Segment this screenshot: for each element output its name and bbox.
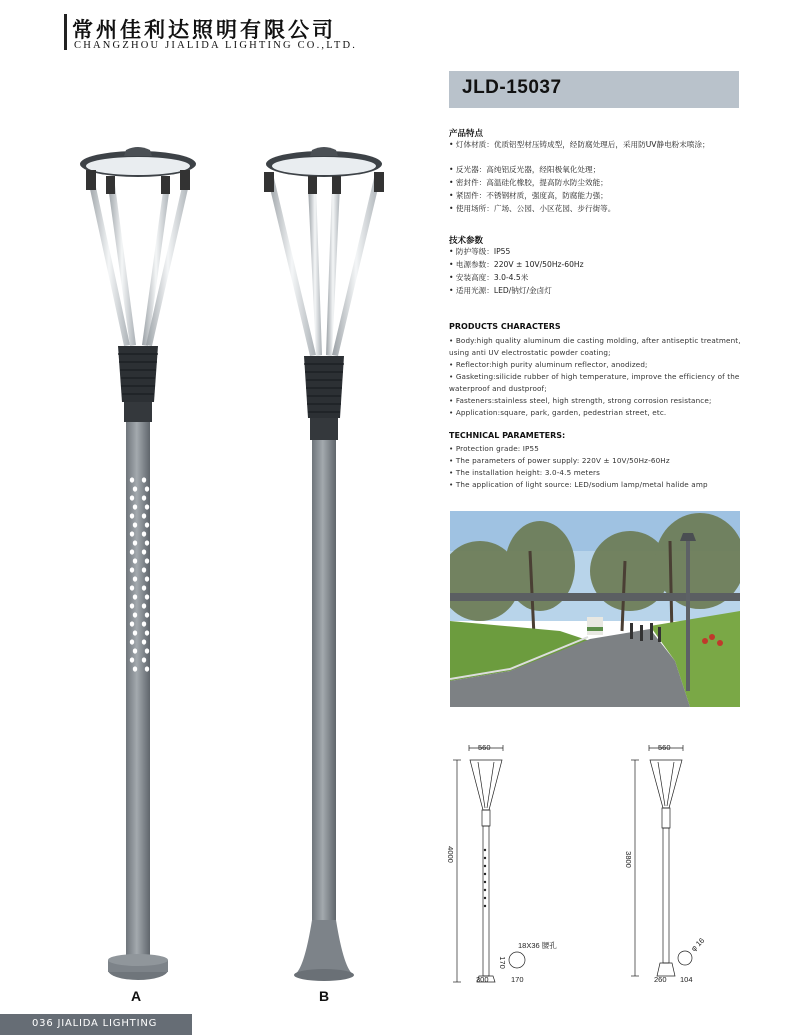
dim-a-170-h: 170: [511, 975, 524, 984]
dim-a-base: 300: [476, 975, 489, 984]
features-cn-item: • 反光器：高纯铝反光器，经阳极氧化处理；: [449, 165, 601, 174]
features-en-item: • Fasteners:stainless steel, high strength, strong corrosion resistance;: [449, 396, 712, 405]
features-en-title: PRODUCTS CHARACTERS: [449, 322, 561, 331]
dim-a-height: 4000: [445, 846, 455, 863]
dim-a-width: 560: [478, 743, 491, 752]
params-cn-item: • 防护等级：IP55: [449, 247, 511, 256]
params-cn-item: • 安装高度：3.0-4.5米: [449, 273, 529, 282]
pole-perforation: [130, 585, 134, 590]
params-en-item: • The parameters of power supply: 220V ± 10V/50Hz-60Hz: [449, 456, 670, 465]
pole-perforation: [133, 594, 137, 599]
label-b: B: [319, 988, 330, 1004]
label-a: A: [131, 988, 142, 1004]
params-en-item: • Protection grade: IP55: [449, 444, 539, 453]
pole-perforation: [145, 576, 149, 581]
lamp-a: [80, 147, 196, 980]
params-en-item: • The application of light source: LED/sodium lamp/metal halide amp: [449, 480, 708, 489]
pole-perforation: [130, 531, 134, 536]
company-name-cn: 常州佳利达照明有限公司: [72, 17, 336, 42]
pole-perforation: [142, 639, 146, 644]
pole-perforation: [130, 477, 134, 482]
pole-perforation: [133, 486, 137, 491]
dim-b-base: 260: [654, 975, 667, 984]
pole-perforation: [145, 522, 149, 527]
header-accent-bar: [64, 14, 67, 50]
pole-perforation: [130, 621, 134, 626]
pole-perforation: [133, 648, 137, 653]
pole-perforation: [145, 504, 149, 509]
pole-perforation: [133, 540, 137, 545]
features-cn-title: 产品特点: [449, 129, 484, 139]
pole-perforation: [133, 558, 137, 563]
pole-perforation: [145, 648, 149, 653]
pole-perforation: [133, 504, 137, 509]
pole-perforation: [133, 522, 137, 527]
params-cn-title: 技术参数: [449, 236, 484, 246]
dim-b-width: 560: [658, 743, 671, 752]
pole-perforation: [142, 477, 146, 482]
pole-perforation: [142, 585, 146, 590]
model-number: JLD-15037: [462, 77, 562, 98]
pole-perforation: [145, 666, 149, 671]
pole-perforation: [142, 567, 146, 572]
params-cn-item: • 电源参数：220V ± 10V/50Hz-60Hz: [449, 260, 584, 269]
dim-b-dia: φ 16: [689, 935, 707, 954]
pole-perforation: [142, 549, 146, 554]
pole-perforation: [142, 495, 146, 500]
lamp-illustrations: [60, 140, 440, 1005]
pole-perforation: [130, 657, 134, 662]
company-name-en: CHANGZHOU JIALIDA LIGHTING CO.,LTD.: [74, 40, 358, 51]
features-cn-item: • 密封件：高温硅化橡胶，提高防水防尘效能；: [449, 178, 608, 187]
features-cn-item: • 紧固件：不锈钢材质，强度高，防腐能力强；: [449, 191, 608, 200]
features-cn-item: • 灯体材质：优质铝型材压铸成型，经防腐处理后，采用防UV静电粉末喷涂；: [449, 140, 710, 149]
pole-perforation: [145, 612, 149, 617]
pole-perforation: [145, 540, 149, 545]
pole-perforation: [130, 513, 134, 518]
pole-perforation: [133, 630, 137, 635]
features-en-item: • Body:high quality aluminum die casting molding, after antiseptic treatment, using anti UV electrostatic powder coating;: [449, 336, 741, 357]
dim-a-170-v: 170: [497, 956, 507, 969]
features-en-item: • Application:square, park, garden, pedestrian street, etc.: [449, 408, 667, 417]
features-en-item: • Gasketing:silicide rubber of high temperature, improve the efficiency of the waterproof and dustproof;: [449, 372, 740, 393]
pole-perforation: [130, 567, 134, 572]
pole-perforation: [133, 666, 137, 671]
pole-perforation: [142, 513, 146, 518]
dim-b-height: 3800: [623, 851, 633, 868]
pole-perforation: [133, 612, 137, 617]
pole-perforation: [145, 558, 149, 563]
pole-perforation: [130, 639, 134, 644]
pole-perforation: [130, 495, 134, 500]
params-cn-item: • 适用光源：LED/钠灯/金卤灯: [449, 286, 552, 295]
footer-text: 036 JIALIDA LIGHTING: [32, 1018, 158, 1029]
params-en-item: • The installation height: 3.0-4.5 meters: [449, 468, 601, 477]
pole-perforation: [130, 549, 134, 554]
features-cn-item: • 使用场所：广场、公园、小区花园、步行街等。: [449, 204, 616, 213]
pole-perforation: [142, 603, 146, 608]
dim-a-hole: 18X36 腰孔: [518, 941, 557, 950]
pole-perforation: [142, 531, 146, 536]
features-en-item: • Reflector:high purity aluminum reflector, anodized;: [449, 360, 648, 369]
pole-perforation: [142, 621, 146, 626]
lamp-b: [264, 147, 384, 981]
pole-perforation: [145, 594, 149, 599]
pole-perforation: [133, 576, 137, 581]
pole-perforation: [145, 486, 149, 491]
installation-photo: [450, 511, 740, 707]
dim-b-104: 104: [680, 975, 693, 984]
pole-perforation: [142, 657, 146, 662]
technical-drawings: [445, 740, 745, 990]
pole-perforation: [130, 603, 134, 608]
pole-perforation: [145, 630, 149, 635]
params-en-title: TECHNICAL PARAMETERS:: [449, 431, 566, 440]
